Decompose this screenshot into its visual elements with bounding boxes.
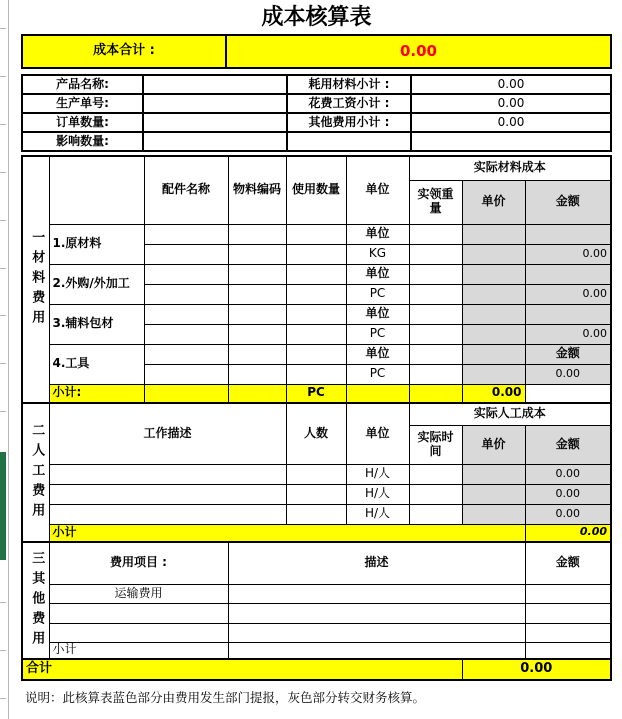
actual-time-cell[interactable] [409,504,462,524]
col-header-work-desc: 工作描述 [49,403,286,464]
usage-qty-cell[interactable] [286,364,346,384]
work-desc-cell[interactable] [49,464,286,484]
unit-cell: PC [346,324,409,344]
unit-price-cell [462,264,525,284]
part-name-cell[interactable] [144,364,228,384]
unit-header-cell: 单位 [346,304,409,324]
col-header-expense-desc: 描述 [228,542,525,584]
expense-amount-cell[interactable] [525,603,611,623]
usage-qty-cell[interactable] [286,304,346,324]
wage-subtotal-value: 0.00 [411,94,611,113]
unit-price-cell [462,364,525,384]
material-code-cell[interactable] [228,244,286,264]
expense-item-cell[interactable] [49,603,228,623]
people-cell[interactable] [286,504,346,524]
cost-total-band [21,34,612,69]
material-code-cell[interactable] [228,324,286,344]
material-code-cell[interactable] [228,364,286,384]
col-header-actual-material-cost: 实际材料成本 [409,156,611,180]
labor-unit-cell: H/人 [346,464,409,484]
part-name-cell[interactable] [144,224,228,244]
unit-header-cell: 单位 [346,344,409,364]
wage-subtotal-label: 花费工资小计 : [287,94,411,113]
usage-qty-cell[interactable] [286,344,346,364]
amount-cell [525,264,611,284]
grand-total-value: 0.00 [462,659,611,680]
product-name-label: 产品名称: [22,75,143,94]
expense-item-cell[interactable] [49,623,228,642]
expense-desc-cell[interactable] [228,584,525,603]
work-desc-cell[interactable] [49,484,286,504]
unit-header-cell: 单位 [346,264,409,284]
col-header-people: 人数 [286,403,346,464]
actual-weight-cell[interactable] [409,304,462,324]
col-header-unit-price: 单价 [462,180,525,224]
material-code-cell[interactable] [228,224,286,244]
unit-price-cell [462,244,525,264]
material-code-cell[interactable] [228,344,286,364]
usage-qty-cell[interactable] [286,324,346,344]
order-qty-label: 订单数量: [22,113,143,132]
col-header-expense-amount: 金额 [525,542,611,584]
part-name-cell[interactable] [144,264,228,284]
actual-weight-cell[interactable] [409,344,462,364]
amount-cell: 0.00 [525,324,611,344]
subtotal-cell [409,384,462,403]
grand-total-label: 合计 [22,659,462,680]
part-name-cell[interactable] [144,324,228,344]
material-subtotal-value: 0.00 [411,75,611,94]
unit-header-cell: 单位 [346,224,409,244]
actual-time-cell[interactable] [409,484,462,504]
subtotal-cell [346,384,409,403]
material-code-cell[interactable] [228,304,286,324]
amount-cell [525,304,611,324]
part-name-cell[interactable] [144,304,228,324]
work-desc-cell[interactable] [49,504,286,524]
affected-qty-input[interactable] [143,132,287,151]
material-item-header [49,156,144,224]
section-labor-label: 二人工费用 [22,403,49,542]
product-name-input[interactable] [143,75,287,94]
other-subtotal-label: 其他费用小计 : [287,113,411,132]
material-subtotal-row-label: 小计: [49,384,144,403]
amount-header-cell: 金额 [525,344,611,364]
material-subtotal-unit: PC [286,384,346,403]
other-subtotal-value: 0.00 [411,113,611,132]
unit-cell: PC [346,284,409,304]
material-group-label: 3.辅料包材 [49,304,144,344]
costing-table [21,155,612,681]
unit-cell: KG [346,244,409,264]
material-subtotal-label: 耗用材料小计 : [287,75,411,94]
actual-time-cell[interactable] [409,464,462,484]
production-order-label: 生产单号: [22,94,143,113]
worksheet [21,0,612,706]
expense-amount-cell[interactable] [525,584,611,603]
col-header-actual-labor-cost: 实际人工成本 [409,403,611,425]
section-other-label: 三其他费用 [22,542,49,659]
unit-price-cell [462,304,525,324]
expense-desc-cell[interactable] [228,603,525,623]
usage-qty-cell[interactable] [286,264,346,284]
row-selection-marker [0,452,6,560]
labor-amount-cell: 0.00 [525,504,611,524]
unit-cell: PC [346,364,409,384]
part-name-cell[interactable] [144,244,228,264]
cost-total-label: 成本合计 : [22,35,226,68]
labor-subtotal-amount: 0.00 [525,524,611,542]
labor-unit-price-cell [462,504,525,524]
expense-desc-cell[interactable] [228,623,525,642]
other-subtotal-row-label: 小计 [49,642,228,659]
col-header-expense-item: 费用项目 : [49,542,228,584]
unit-price-cell [462,344,525,364]
info-empty-label [287,132,411,151]
footnote: 说明：此核算表蓝色部分由费用发生部门提报，灰色部分转交财务核算。 [25,690,426,705]
material-subtotal-amount: 0.00 [462,384,525,403]
expense-amount-cell[interactable] [525,623,611,642]
unit-price-cell [462,324,525,344]
production-order-input[interactable] [143,94,287,113]
other-subtotal-desc [228,642,525,659]
labor-amount-cell: 0.00 [525,484,611,504]
col-header-actual-weight: 实领重量 [409,180,462,224]
usage-qty-cell[interactable] [286,284,346,304]
labor-unit-cell: H/人 [346,484,409,504]
amount-cell: 0.00 [525,244,611,264]
labor-unit-cell: H/人 [346,504,409,524]
affected-qty-label: 影响数量: [22,132,143,151]
material-group-label: 1.原材料 [49,224,144,264]
material-group-label: 4.工具 [49,344,144,384]
amount-cell: 0.00 [525,284,611,304]
labor-unit-price-cell [462,464,525,484]
col-header-amount: 金额 [525,180,611,224]
actual-weight-cell[interactable] [409,284,462,304]
material-code-cell[interactable] [228,264,286,284]
people-cell[interactable] [286,464,346,484]
other-subtotal-amount [525,642,611,659]
material-group-label: 2.外购/外加工 [49,264,144,304]
actual-weight-cell[interactable] [409,364,462,384]
info-block [21,74,612,152]
usage-qty-cell[interactable] [286,244,346,264]
col-header-labor-amount: 金额 [525,425,611,464]
col-header-labor-unit: 单位 [346,403,409,464]
col-header-unit: 单位 [346,156,409,224]
expense-item-cell[interactable]: 运输费用 [49,584,228,603]
part-name-cell[interactable] [144,284,228,304]
col-header-usage-qty: 使用数量 [286,156,346,224]
labor-amount-cell: 0.00 [525,464,611,484]
usage-qty-cell[interactable] [286,224,346,244]
section-material-label: 一材料费用 [22,156,49,403]
labor-unit-price-cell [462,484,525,504]
actual-weight-cell[interactable] [409,244,462,264]
subtotal-cell [144,384,228,403]
col-header-actual-time: 实际时间 [409,425,462,464]
labor-subtotal-row-label: 小计 [49,524,525,542]
unit-price-cell [462,224,525,244]
amount-cell: 0.00 [525,364,611,384]
amount-cell [525,224,611,244]
actual-weight-cell[interactable] [409,264,462,284]
people-cell[interactable] [286,484,346,504]
page-title: 成本核算表 [261,5,372,30]
subtotal-cell [228,384,286,403]
material-code-cell[interactable] [228,284,286,304]
col-header-part-name: 配件名称 [144,156,228,224]
actual-weight-cell[interactable] [409,324,462,344]
info-empty-value [411,132,611,151]
sheet-edge [0,0,9,719]
cost-total-value: 0.00 [226,35,611,68]
col-header-labor-unit-price: 单价 [462,425,525,464]
part-name-cell[interactable] [144,344,228,364]
actual-weight-cell[interactable] [409,224,462,244]
col-header-material-code: 物料编码 [228,156,286,224]
unit-price-cell [462,284,525,304]
order-qty-input[interactable] [143,113,287,132]
